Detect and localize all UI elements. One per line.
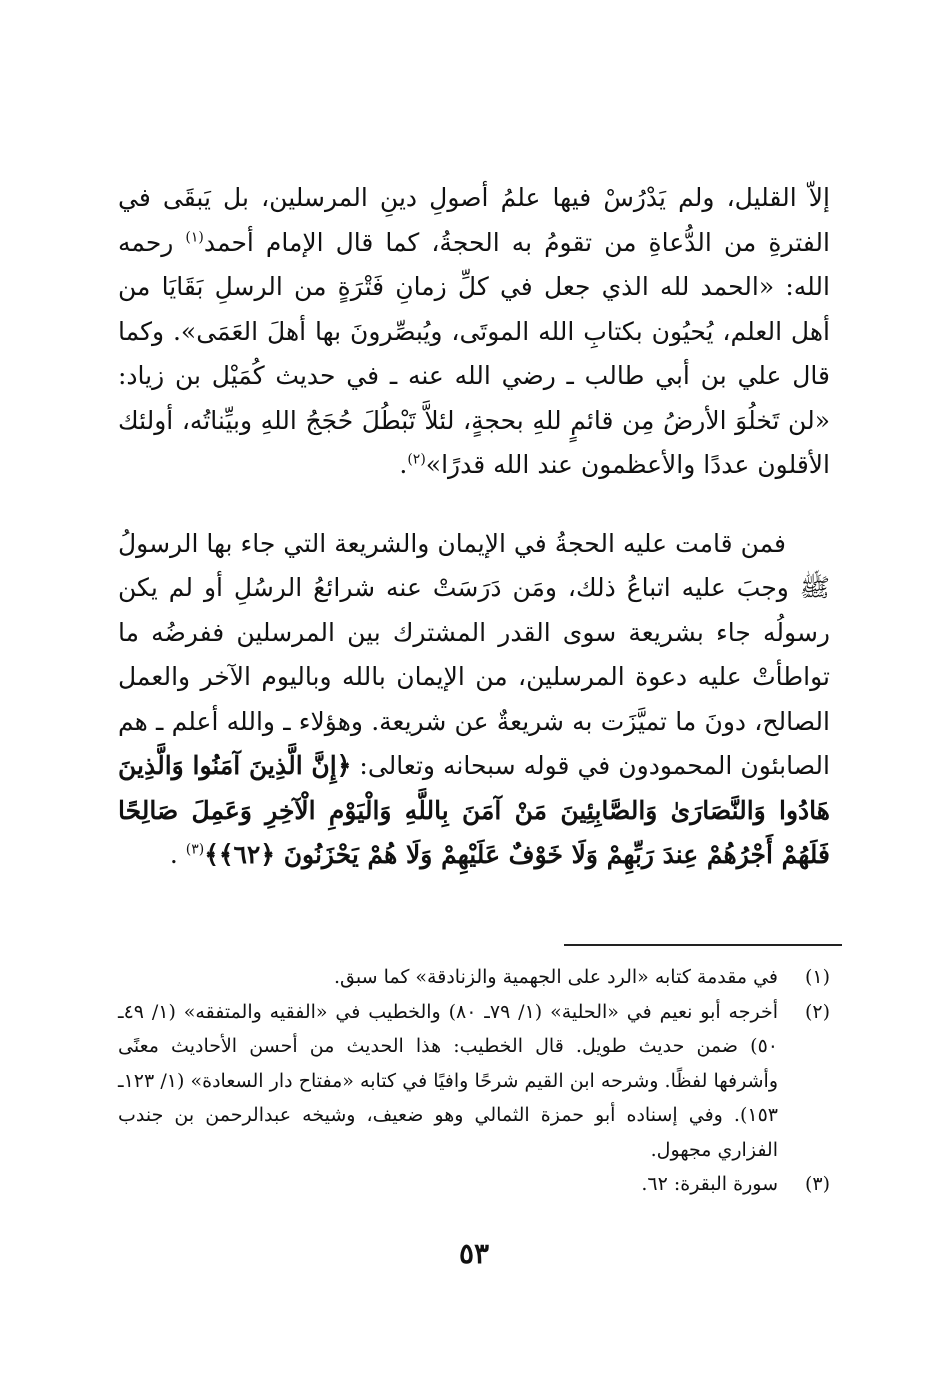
paragraph-1 — [118, 176, 830, 488]
footnote-number: (١) — [804, 966, 830, 988]
footnote-number: (٣) — [804, 1173, 830, 1195]
paragraph-2-text-b: . — [169, 840, 186, 869]
paragraph-1-text-a: إلاّ القليل، ولم يَدْرُسْ فيها علمُ أصولِ دينِ المرسلين، بل يَبقَى في الفترةِ من الدُّعاةِ من تقومُ به الحجةُ، كما قال الإمام أحمد — [118, 183, 830, 257]
paragraph-1-text-b: رحمه الله: «الحمد لله الذي جعل في كلِّ زمانِ فَتْرَةٍ من الرسلِ بَقَايَا من أهل العلم، يُحيُون بكتابِ الله الموتَى، ويُبصِّرونَ بها أهلَ العَمَى». وكما قال علي بن أبي طالب ـ رضي الله عنه ـ في حديث كُمَيْل بن زياد: «لن تَخلُوَ الأرضُ مِن قائمٍ للهِ بحجةٍ، لئلاَّ تَبْطُلَ حُجَجُ اللهِ وبيِّناتُه، أولئك الأقلون عددًا والأعظمون عند الله قدرًا» — [118, 227, 830, 479]
footnote-text: في مقدمة كتابه «الرد على الجهمية والزنادقة» كما سبق. — [333, 966, 778, 988]
footnote-2 — [118, 995, 830, 1168]
main-text — [118, 176, 830, 878]
footnote-ref-3[interactable]: (٣) — [185, 841, 205, 858]
page-number: ٥٣ — [458, 1237, 490, 1270]
quran-quote: ﴿إِنَّ الَّذِينَ آمَنُوا وَالَّذِينَ هَادُوا وَالنَّصَارَىٰ وَالصَّابِئِينَ مَنْ آمَنَ بِاللَّهِ وَالْيَوْمِ الْآخِرِ وَعَمِلَ صَالِحًا فَلَهُمْ أَجْرُهُمْ عِندَ رَبِّهِمْ وَلَا خَوْفٌ عَلَيْهِمْ وَلَا هُمْ يَحْزَنُونَ ﴿٦٢﴾﴾ — [118, 751, 830, 869]
paragraph-2 — [118, 522, 830, 878]
footnote-3 — [118, 1167, 830, 1202]
footnote-text: أخرجه أبو نعيم في «الحلية» (١/ ٧٩ـ ٨٠) والخطيب في «الفقيه والمتفقه» (١/ ٤٩ـ ٥٠) ضمن حديث طويل. قال الخطيب: هذا الحديث من أحسن الأحاديث معنًى وأشرفها لفظًا. وشرحه ابن القيم شرحًا وافيًا في كتابه «مفتاح دار السعادة» (١/ ١٢٣ـ ١٥٣). وفي إسناده أبو حمزة الثمالي وهو ضعيف، وشيخه عبدالرحمن بن جندب الفزاري مجهول. — [118, 1000, 778, 1161]
footnote-text: سورة البقرة: ٦٢. — [641, 1173, 778, 1195]
footnote-number: (٢) — [804, 1000, 830, 1023]
footnote-1 — [118, 960, 830, 995]
paragraph-1-text-c: . — [399, 450, 408, 479]
footnotes — [118, 960, 830, 1202]
footnote-ref-1[interactable]: (١) — [185, 229, 204, 246]
footnote-divider — [564, 944, 842, 946]
paragraph-2-text-a: فمن قامت عليه الحجةُ في الإيمان والشريعة التي جاء بها الرسولُ ﷺ وجبَ عليه اتباعُ ذلك، ومَن دَرَسَتْ عنه شرائعُ الرسُلِ أو لم يكن رسولُه جاء بشريعة سوى القدر المشترك بين المرسلين ففرضُه ما تواطأتْ عليه دعوة المرسلين، من الإيمان بالله وباليوم الآخر والعمل الصالح، دونَ ما تميَّزَت به شريعةٌ عن شريعة. وهؤلاء ـ والله أعلم ـ هم الصابئون المحمودون في قوله سبحانه وتعالى: — [118, 528, 830, 780]
footnote-ref-2[interactable]: (٢) — [407, 451, 426, 468]
